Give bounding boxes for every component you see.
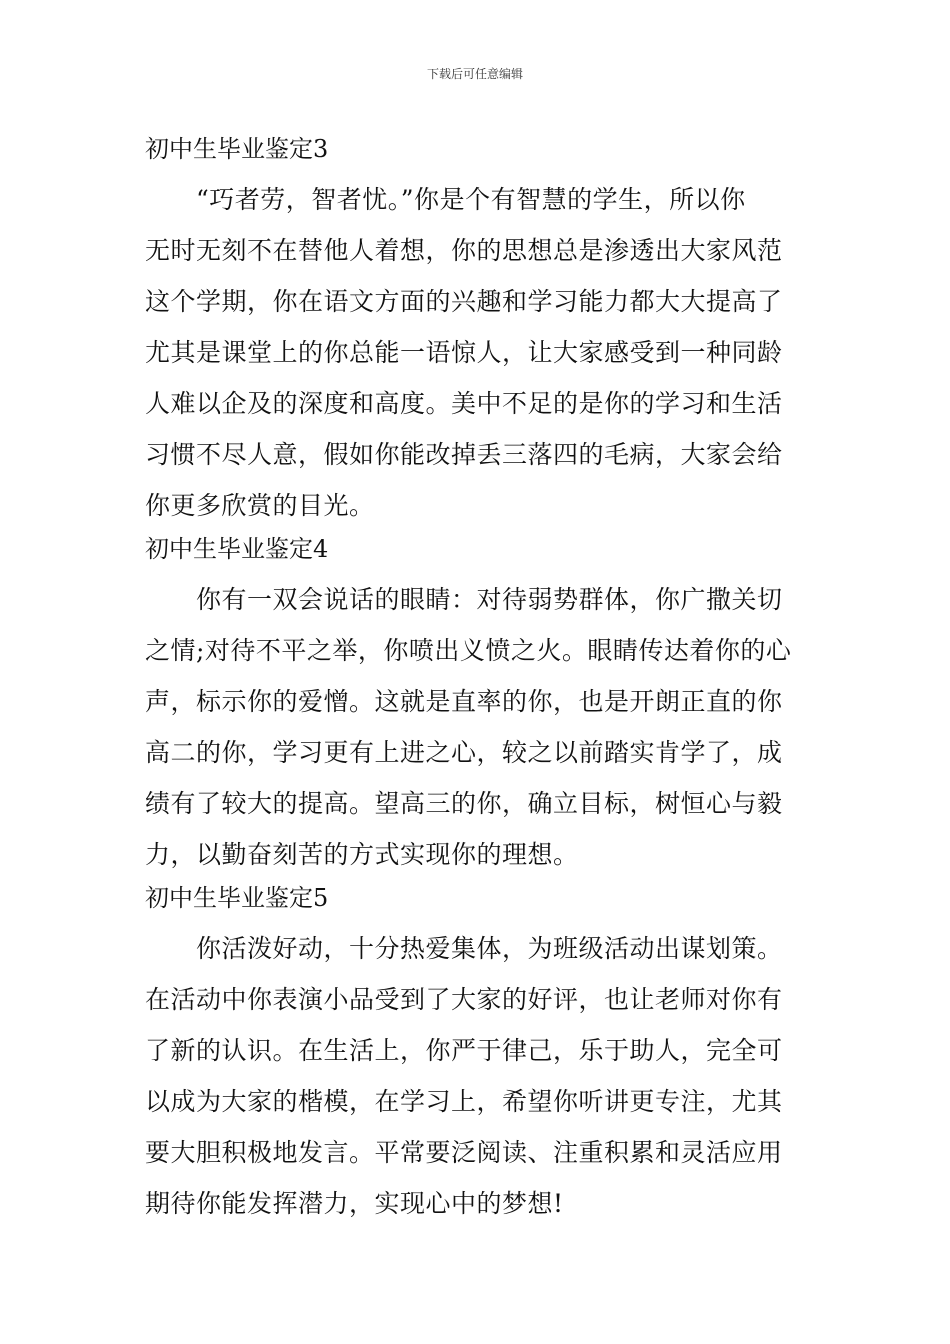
paragraph-line: 尤其是课堂上的你总能一语惊人，让大家感受到一种同龄 <box>145 338 783 367</box>
paragraph-line: 在活动中你表演小品受到了大家的好评，也让老师对你有 <box>145 985 783 1014</box>
paragraph-line: 高二的你，学习更有上进之心，较之以前踏实肯学了，成 <box>145 738 783 767</box>
paragraph-line: “巧者劳，智者忧。”你是个有智慧的学生，所以你 <box>145 185 746 214</box>
paragraph-line: 之情;对待不平之举，你喷出义愤之火。眼睛传达着你的心 <box>145 636 792 665</box>
paragraph-line: 人难以企及的深度和高度。美中不足的是你的学习和生活 <box>145 389 783 418</box>
paragraph-line: 声，标示你的爱憎。这就是直率的你，也是开朗正直的你 <box>145 687 783 716</box>
paragraph-line: 期待你能发挥潜力，实现心中的梦想! <box>145 1189 564 1218</box>
paragraph-line: 你活泼好动，十分热爱集体，为班级活动出谋划策。 <box>145 934 783 963</box>
paragraph-line: 以成为大家的楷模，在学习上，希望你听讲更专注，尤其 <box>145 1087 783 1116</box>
paragraph-line: 要大胆积极地发言。平常要泛阅读、注重积累和灵活应用 <box>145 1138 783 1167</box>
paragraph-line: 你有一双会说话的眼睛：对待弱势群体，你广撒关切 <box>145 585 783 614</box>
paragraph-line: 了新的认识。在生活上，你严于律己，乐于助人，完全可 <box>145 1036 783 1065</box>
paragraph-line: 这个学期，你在语文方面的兴趣和学习能力都大大提高了 <box>145 287 783 316</box>
paragraph-line: 无时无刻不在替他人着想，你的思想总是渗透出大家风范 <box>145 236 783 265</box>
section-heading-4: 初中生毕业鉴定4 <box>145 535 329 563</box>
page-header-note: 下载后可任意编辑 <box>426 67 523 81</box>
section-heading-5: 初中生毕业鉴定5 <box>145 884 329 912</box>
paragraph-line: 绩有了较大的提高。望高三的你，确立目标，树恒心与毅 <box>145 789 783 818</box>
paragraph-line: 习惯不尽人意，假如你能改掉丢三落四的毛病，大家会给 <box>145 440 783 469</box>
paragraph-line: 你更多欣赏的目光。 <box>145 491 375 520</box>
paragraph-line: 力，以勤奋刻苦的方式实现你的理想。 <box>145 840 579 869</box>
section-heading-3: 初中生毕业鉴定3 <box>145 135 329 163</box>
